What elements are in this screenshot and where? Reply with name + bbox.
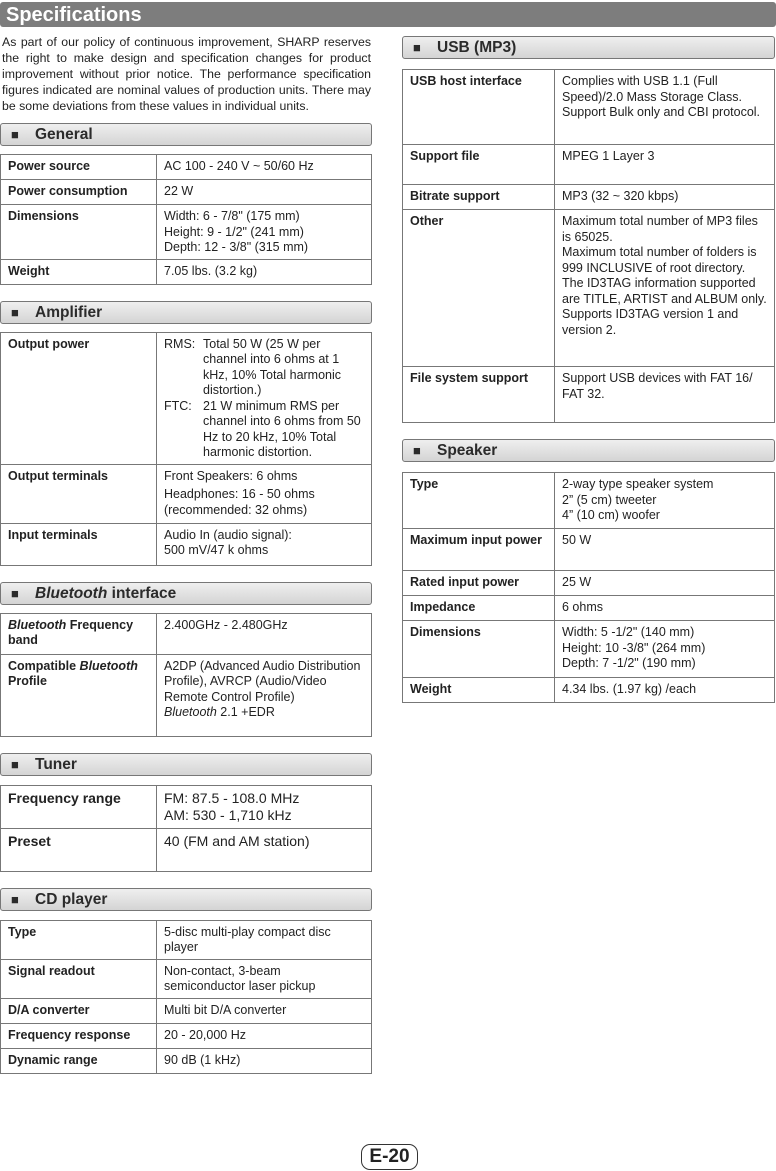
amplifier-heading (0, 301, 372, 324)
spec-value (157, 205, 372, 260)
spec-value (157, 785, 372, 828)
table-row (1, 828, 372, 871)
table-row (403, 367, 775, 423)
rms-value: Total 50 W (25 W per channel into 6 ohms at 1 kHz, 10% Total harmonic distortion.) (203, 336, 342, 397)
spec-line: FM: 87.5 - 108.0 MHz (164, 789, 300, 806)
spec-line: Front Speakers: 6 ohms (164, 468, 298, 483)
key-rest: Frequency band (8, 617, 134, 647)
spec-key: D/A converter (1, 998, 157, 1023)
spec-key: Output terminals (1, 464, 157, 523)
square-bullet-icon: ■ (11, 304, 19, 320)
heading-rest: interface (107, 584, 177, 602)
spec-line: 4” (10 cm) woofer (562, 508, 660, 522)
table-row (1, 654, 372, 736)
spec-value: 4.34 lbs. (1.97 kg) /each (555, 678, 775, 703)
speaker-heading-label: Speaker (437, 442, 498, 459)
speaker-table (402, 472, 775, 703)
spec-key: Signal readout (1, 959, 157, 998)
bluetooth-heading (0, 582, 372, 605)
spec-line: Width: 6 - 7/8" (175 mm) (164, 209, 300, 223)
spec-key: Impedance (403, 596, 555, 621)
usb-table (402, 69, 775, 423)
spec-line: Maximum total number of MP3 files is 65025. (562, 214, 758, 244)
table-row (1, 332, 372, 464)
tuner-table (0, 785, 372, 872)
spec-line: Height: 9 - 1/2" (241 mm) (164, 224, 304, 239)
spec-line: Height: 10 -3/8" (264 mm) (562, 640, 706, 655)
page-number: E-20 (361, 1144, 418, 1170)
spec-key: Power source (1, 155, 157, 180)
cd-player-table (0, 920, 372, 1074)
spec-line: Audio In (audio signal): (164, 527, 292, 542)
general-heading (0, 123, 372, 146)
spec-value (555, 70, 775, 145)
table-row (1, 1023, 372, 1048)
spec-key: Weight (1, 259, 157, 284)
bluetooth-table (0, 613, 372, 737)
spec-line: 500 mV/47 k ohms (164, 543, 269, 557)
table-row (1, 1048, 372, 1073)
table-row (1, 464, 372, 523)
spec-line: Maximum total number of folders is 999 INCLUSIVE of root directory. (562, 245, 757, 275)
table-row (403, 529, 775, 571)
spec-key: Preset (1, 828, 157, 871)
version-rest: 2.1 +EDR (216, 705, 275, 719)
spec-key: Input terminals (1, 523, 157, 565)
table-row (1, 959, 372, 998)
spec-value (555, 210, 775, 367)
spec-value: MP3 (32 ~ 320 kbps) (555, 185, 775, 210)
square-bullet-icon: ■ (11, 585, 19, 601)
table-row (403, 596, 775, 621)
spec-key: Rated input power (403, 571, 555, 596)
spec-key: Power consumption (1, 180, 157, 205)
spec-line: Support Bulk only and CBI protocol. (562, 105, 761, 119)
page-title: Specifications (6, 4, 142, 26)
table-row (1, 155, 372, 180)
spec-value: 6 ohms (555, 596, 775, 621)
spec-key: Dimensions (1, 205, 157, 260)
rms-label: RMS: (164, 336, 196, 351)
table-row (403, 185, 775, 210)
table-row (1, 205, 372, 260)
page-title-bar (0, 2, 776, 27)
table-row (1, 523, 372, 565)
rms-row (164, 337, 364, 399)
spec-line: Width: 5 -1/2" (140 mm) (562, 625, 695, 639)
spec-key: Dimensions (403, 621, 555, 678)
square-bullet-icon: ■ (11, 891, 19, 907)
spec-value: 2.400GHz - 2.480GHz (157, 613, 372, 654)
amplifier-heading-label: Amplifier (35, 303, 103, 321)
spec-value: 40 (FM and AM station) (157, 828, 372, 871)
spec-key: Dynamic range (1, 1048, 157, 1073)
spec-key: Frequency response (1, 1023, 157, 1048)
spec-line: 2” (5 cm) tweeter (562, 492, 657, 507)
spec-key: Maximum input power (403, 529, 555, 571)
table-row (1, 920, 372, 959)
spec-value (157, 332, 372, 464)
table-row (1, 998, 372, 1023)
spec-value: 7.05 lbs. (3.2 kg) (157, 259, 372, 284)
spec-key: Support file (403, 145, 555, 185)
spec-value: MPEG 1 Layer 3 (555, 145, 775, 185)
tuner-heading-label: Tuner (35, 755, 77, 773)
spec-line: Depth: 12 - 3/8" (315 mm) (164, 240, 309, 254)
spec-value: 5-disc multi-play compact disc player (157, 920, 372, 959)
speaker-heading (402, 439, 775, 462)
spec-line: Headphones: 16 - 50 ohms (recommended: 32 ohms) (164, 487, 315, 517)
spec-value: 22 W (157, 180, 372, 205)
intro-paragraph: As part of our policy of continuous improvement, SHARP reserves the right to make design and specification changes for product improvement without prior notice. The performance specification figures indicated are nominal values of production units. There may be some deviations from these values in individual units. (2, 35, 371, 113)
table-row (1, 180, 372, 205)
table-row (403, 473, 775, 529)
spec-value: Support USB devices with FAT 16/ FAT 32. (555, 367, 775, 423)
square-bullet-icon: ■ (11, 127, 19, 142)
spec-value (555, 473, 775, 529)
spec-line (164, 705, 364, 721)
table-row (403, 210, 775, 367)
square-bullet-icon: ■ (413, 40, 421, 55)
spec-value: Non-contact, 3-beam semiconductor laser pickup (157, 959, 372, 998)
spec-value: 50 W (555, 529, 775, 571)
bluetooth-italic: Bluetooth (8, 617, 67, 632)
table-row (403, 70, 775, 145)
general-heading-label: General (35, 126, 93, 143)
tuner-heading (0, 753, 372, 776)
spec-value (157, 464, 372, 523)
spec-value: 90 dB (1 kHz) (157, 1048, 372, 1073)
spec-line: Depth: 7 -1/2" (190 mm) (562, 656, 696, 670)
spec-key: Frequency range (1, 785, 157, 828)
table-row (1, 785, 372, 828)
ftc-value: 21 W minimum RMS per channel into 6 ohms from 50 Hz to 20 kHz, 10% Total harmonic distortion. (203, 398, 361, 459)
spec-line: AM: 530 - 1,710 kHz (164, 806, 292, 823)
table-row (403, 571, 775, 596)
bluetooth-heading-label (35, 585, 176, 603)
spec-key: Bitrate support (403, 185, 555, 210)
spec-value: 20 - 20,000 Hz (157, 1023, 372, 1048)
spec-line: 2-way type speaker system (562, 477, 714, 491)
spec-key: USB host interface (403, 70, 555, 145)
spec-value (157, 523, 372, 565)
spec-key: Other (403, 210, 555, 367)
bluetooth-italic: Bluetooth (35, 584, 108, 602)
bluetooth-italic: Bluetooth (79, 658, 138, 673)
cd-player-heading (0, 888, 372, 911)
spec-value (555, 621, 775, 678)
spec-value: 25 W (555, 571, 775, 596)
table-row (403, 678, 775, 703)
spec-key: Type (1, 920, 157, 959)
spec-key: File system support (403, 367, 555, 423)
ftc-row (164, 399, 364, 461)
cd-player-heading-label: CD player (35, 890, 108, 908)
spec-key (1, 654, 157, 736)
table-row (1, 613, 372, 654)
usb-heading (402, 36, 775, 59)
key-suffix: Profile (8, 674, 47, 688)
bluetooth-italic: Bluetooth (164, 705, 217, 719)
spec-key: Output power (1, 332, 157, 464)
spec-line: Complies with USB 1.1 (Full Speed)/2.0 Mass Storage Class. (562, 74, 742, 104)
ftc-label: FTC: (164, 398, 192, 413)
spec-line: Supports ID3TAG version 1 and version 2. (562, 307, 739, 337)
spec-value: AC 100 - 240 V ~ 50/60 Hz (157, 155, 372, 180)
left-column (0, 34, 372, 1074)
right-column (402, 36, 775, 703)
spec-key: Type (403, 473, 555, 529)
spec-key (1, 613, 157, 654)
table-row (403, 621, 775, 678)
amplifier-table (0, 332, 372, 566)
spec-line: The ID3TAG information supported are TITLE, ARTIST and ALBUM only. (562, 276, 767, 306)
spec-key: Weight (403, 678, 555, 703)
table-row (403, 145, 775, 185)
spec-value (157, 654, 372, 736)
square-bullet-icon: ■ (11, 756, 19, 772)
spec-value: Multi bit D/A converter (157, 998, 372, 1023)
spec-line: A2DP (Advanced Audio Distribution Profile), AVRCP (Audio/Video Remote Control Profile) (164, 658, 361, 704)
usb-heading-label: USB (MP3) (437, 39, 517, 56)
key-prefix: Compatible (8, 658, 80, 673)
square-bullet-icon: ■ (413, 443, 421, 458)
general-table (0, 154, 372, 285)
table-row (1, 259, 372, 284)
